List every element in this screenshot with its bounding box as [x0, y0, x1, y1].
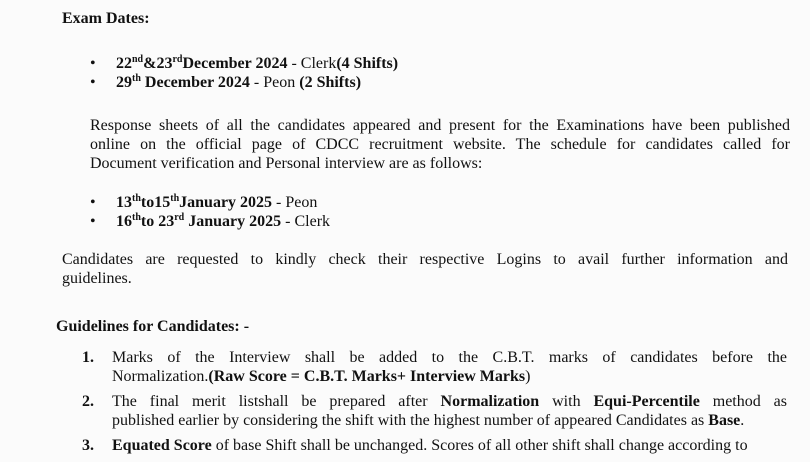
- bullet-icon: •: [90, 194, 96, 211]
- list-item: • 16thto 23rd January 2025 - Clerk: [90, 212, 331, 230]
- list-item: • 29th December 2024 - Peon (2 Shifts): [90, 73, 362, 91]
- list-item: • 22nd&23rdDecember 2024 - Clerk(4 Shifts): [90, 54, 399, 72]
- guidelines-heading: Guidelines for Candidates: -: [56, 318, 250, 335]
- exam-dates-list: [90, 54, 399, 92]
- list-item: 3. Equated Score of base Shift shall be unchanged. Scores of all other shift shall change according to: [82, 437, 748, 454]
- guidelines-list: [82, 348, 787, 461]
- list-item: • 13thto15thJanuary 2025 - Peon: [90, 193, 318, 211]
- list-item: 1. Marks of the Interview shall be added to the C.B.T. marks of candidates before the Normalization.(Raw Score = C.B.T. Marks+ Interview Marks): [82, 349, 787, 385]
- interview-dates-list: [90, 193, 331, 231]
- response-paragraph: Response sheets of all the candidates appeared and present for the Examinations have been published online on the official page of CDCC recruitment website. The schedule for candidates called for Document verification and Personal interview are as follows:: [90, 117, 790, 172]
- bullet-icon: •: [90, 213, 96, 230]
- list-item: 2. The final merit listshall be prepared after Normalization with Equi-Percentile method as published earlier by considering the shift with the highest number of appeared Candidates as Base.: [82, 393, 787, 429]
- logins-paragraph: Candidates are requested to kindly check their respective Logins to avail further information and guidelines.: [62, 251, 788, 287]
- bullet-icon: •: [90, 74, 96, 91]
- bullet-icon: •: [90, 55, 96, 72]
- exam-dates-heading: Exam Dates:: [62, 10, 150, 27]
